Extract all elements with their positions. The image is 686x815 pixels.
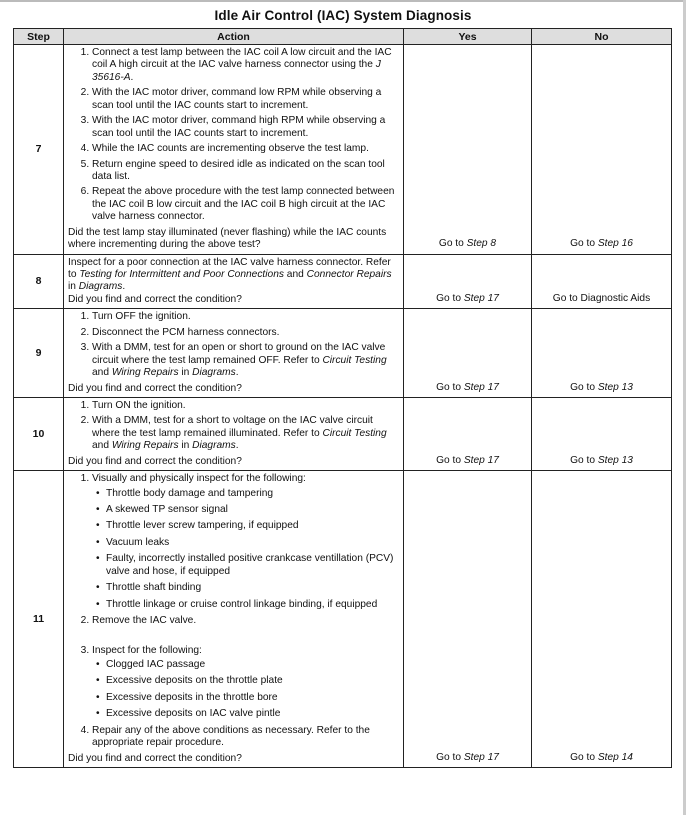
action-question: Did you find and correct the condition? [68,752,242,764]
italic-reference: Step 8 [466,238,497,250]
action-list [68,47,399,224]
italic-reference: Wiring Repairs [111,367,179,379]
action-list [68,311,399,379]
action-cell [64,309,404,398]
italic-reference: Step 17 [463,292,499,304]
action-cell [64,254,404,309]
action-question: Did you find and correct the condition? [68,293,242,305]
yes-column-header: Yes [404,29,532,45]
italic-reference: Diagrams [78,281,123,293]
bullet-item: • Faulty, incorrectly installed positive crankcase ventillation (PCV) valve and hose, if equipped [106,553,399,578]
document-title: Idle Air Control (IAC) System Diagnosis [214,8,472,23]
yes-link: Go to Step 17 [404,309,532,398]
yes-link: Go to Step 17 [404,471,532,768]
bullet-item: • Throttle body damage and tampering [106,488,399,500]
bullet-item: • Excessive deposits in the throttle bore [106,692,399,704]
action-item: 3. With the IAC motor driver, command high RPM while observing a scan tool until the IAC counts start to increment. [92,115,399,140]
bullet-item: • Throttle shaft binding [106,582,399,594]
action-item: 1. Connect a test lamp between the IAC coil A low circuit and the IAC coil A high circuit at the IAC valve harness connector using the J 35616-A. [92,47,399,84]
table-row-step-9 [14,309,672,398]
bullet-item: • Throttle lever screw tampering, if equipped [106,520,399,532]
action-list [68,400,399,453]
step-number: 7 [14,45,64,255]
action-cell [64,45,404,255]
action-item: 4. Repair any of the above conditions as necessary. Refer to the appropriate repair procedure. [92,725,399,750]
italic-reference: Step 13 [597,454,633,466]
step-column-header: Step [14,29,64,45]
action-item: 3. With a DMM, test for an open or short to ground on the IAC valve circuit where the test lamp remained OFF. Refer to Circuit Testing and Wiring Repairs in Diagrams. [92,342,399,379]
action-item-text: Visually and physically inspect for the following: [92,473,306,485]
step-number: 10 [14,397,64,470]
action-cell [64,471,404,768]
top-edge-line [0,0,686,2]
bullet-list [92,659,399,721]
italic-reference: J 35616-A [92,59,381,83]
bullet-item: • Vacuum leaks [106,537,399,549]
yes-link: Go to Step 17 [404,397,532,470]
action-cell [64,397,404,470]
diagnosis-table [13,28,672,768]
bullet-item: • Throttle linkage or cruise control linkage binding, if equipped [106,599,399,611]
italic-reference: Diagrams [192,440,236,452]
italic-reference: Wiring Repairs [111,440,179,452]
italic-reference: Circuit Testing [322,354,387,366]
action-question: Did you find and correct the condition? [68,382,242,394]
italic-reference: Step 14 [597,751,633,763]
no-link: Go to Step 13 [532,397,672,470]
action-question: Did the test lamp stay illuminated (never flashing) while the IAC counts where incrementing during the above test? [68,226,387,251]
table-row-step-7 [14,45,672,255]
italic-reference: Step 17 [463,454,499,466]
no-link: Go to Diagnostic Aids [532,254,672,309]
no-link: Go to Step 13 [532,309,672,398]
italic-reference: Testing for Intermittent and Poor Connections [79,269,284,280]
italic-reference: Step 16 [597,238,633,250]
action-item-text: Remove the IAC valve. [92,615,197,627]
action-item: 4. While the IAC counts are incrementing observe the test lamp. [92,143,399,155]
step-number: 9 [14,309,64,398]
action-column-header: Action [64,29,404,45]
table-header-row [14,29,672,45]
step-number: 8 [14,254,64,309]
bullet-list [92,488,399,612]
action-item: 2. Disconnect the PCM harness connectors. [92,327,399,339]
table-row-step-11 [14,471,672,768]
table-row-step-10 [14,397,672,470]
bullet-item: • Excessive deposits on IAC valve pintle [106,708,399,720]
italic-reference: Connector Repairs [306,269,392,280]
action-item: 1. Turn OFF the ignition. [92,311,399,323]
action-item: 2. With the IAC motor driver, command low RPM while observing a scan tool until the IAC counts start to increment. [92,87,399,112]
italic-reference: Diagrams [192,367,236,379]
yes-link: Go to Step 8 [404,45,532,255]
italic-reference: Step 17 [463,751,499,763]
table-row-step-8 [14,254,672,309]
bullet-item: • Excessive deposits on the throttle plate [106,675,399,687]
step-number: 11 [14,471,64,768]
yes-link: Go to Step 17 [404,254,532,309]
action-item: 5. Return engine speed to desired idle as indicated on the scan tool data list. [92,159,399,184]
action-item [92,615,399,641]
no-column-header: No [532,29,672,45]
action-item: 1. Turn ON the ignition. [92,400,399,412]
action-list [68,473,399,749]
action-text: Inspect for a poor connection at the IAC valve harness connector. Refer to Testing for Intermittent and Poor Connections and Connector Repairs in Diagrams. [68,256,392,293]
italic-reference: Step 13 [597,381,633,393]
bullet-item: • A skewed TP sensor signal [106,504,399,516]
italic-reference: Step 17 [463,381,499,393]
action-item-text: Inspect for the following: [92,644,202,656]
no-link: Go to Step 14 [532,471,672,768]
action-question: Did you find and correct the condition? [68,455,242,467]
action-item: 2. With a DMM, test for a short to voltage on the IAC valve circuit where the test lamp remained illuminated. Refer to Circuit Testing and Wiring Repairs in Diagrams. [92,415,399,452]
action-item [92,645,399,721]
action-item: 6. Repeat the above procedure with the test lamp connected between the IAC coil B low circuit and the IAC coil B high circuit at the IAC valve harness connector. [92,186,399,223]
bullet-item: • Clogged IAC passage [106,659,399,671]
italic-reference: Circuit Testing [322,427,387,439]
no-link: Go to Step 16 [532,45,672,255]
action-item [92,473,399,611]
